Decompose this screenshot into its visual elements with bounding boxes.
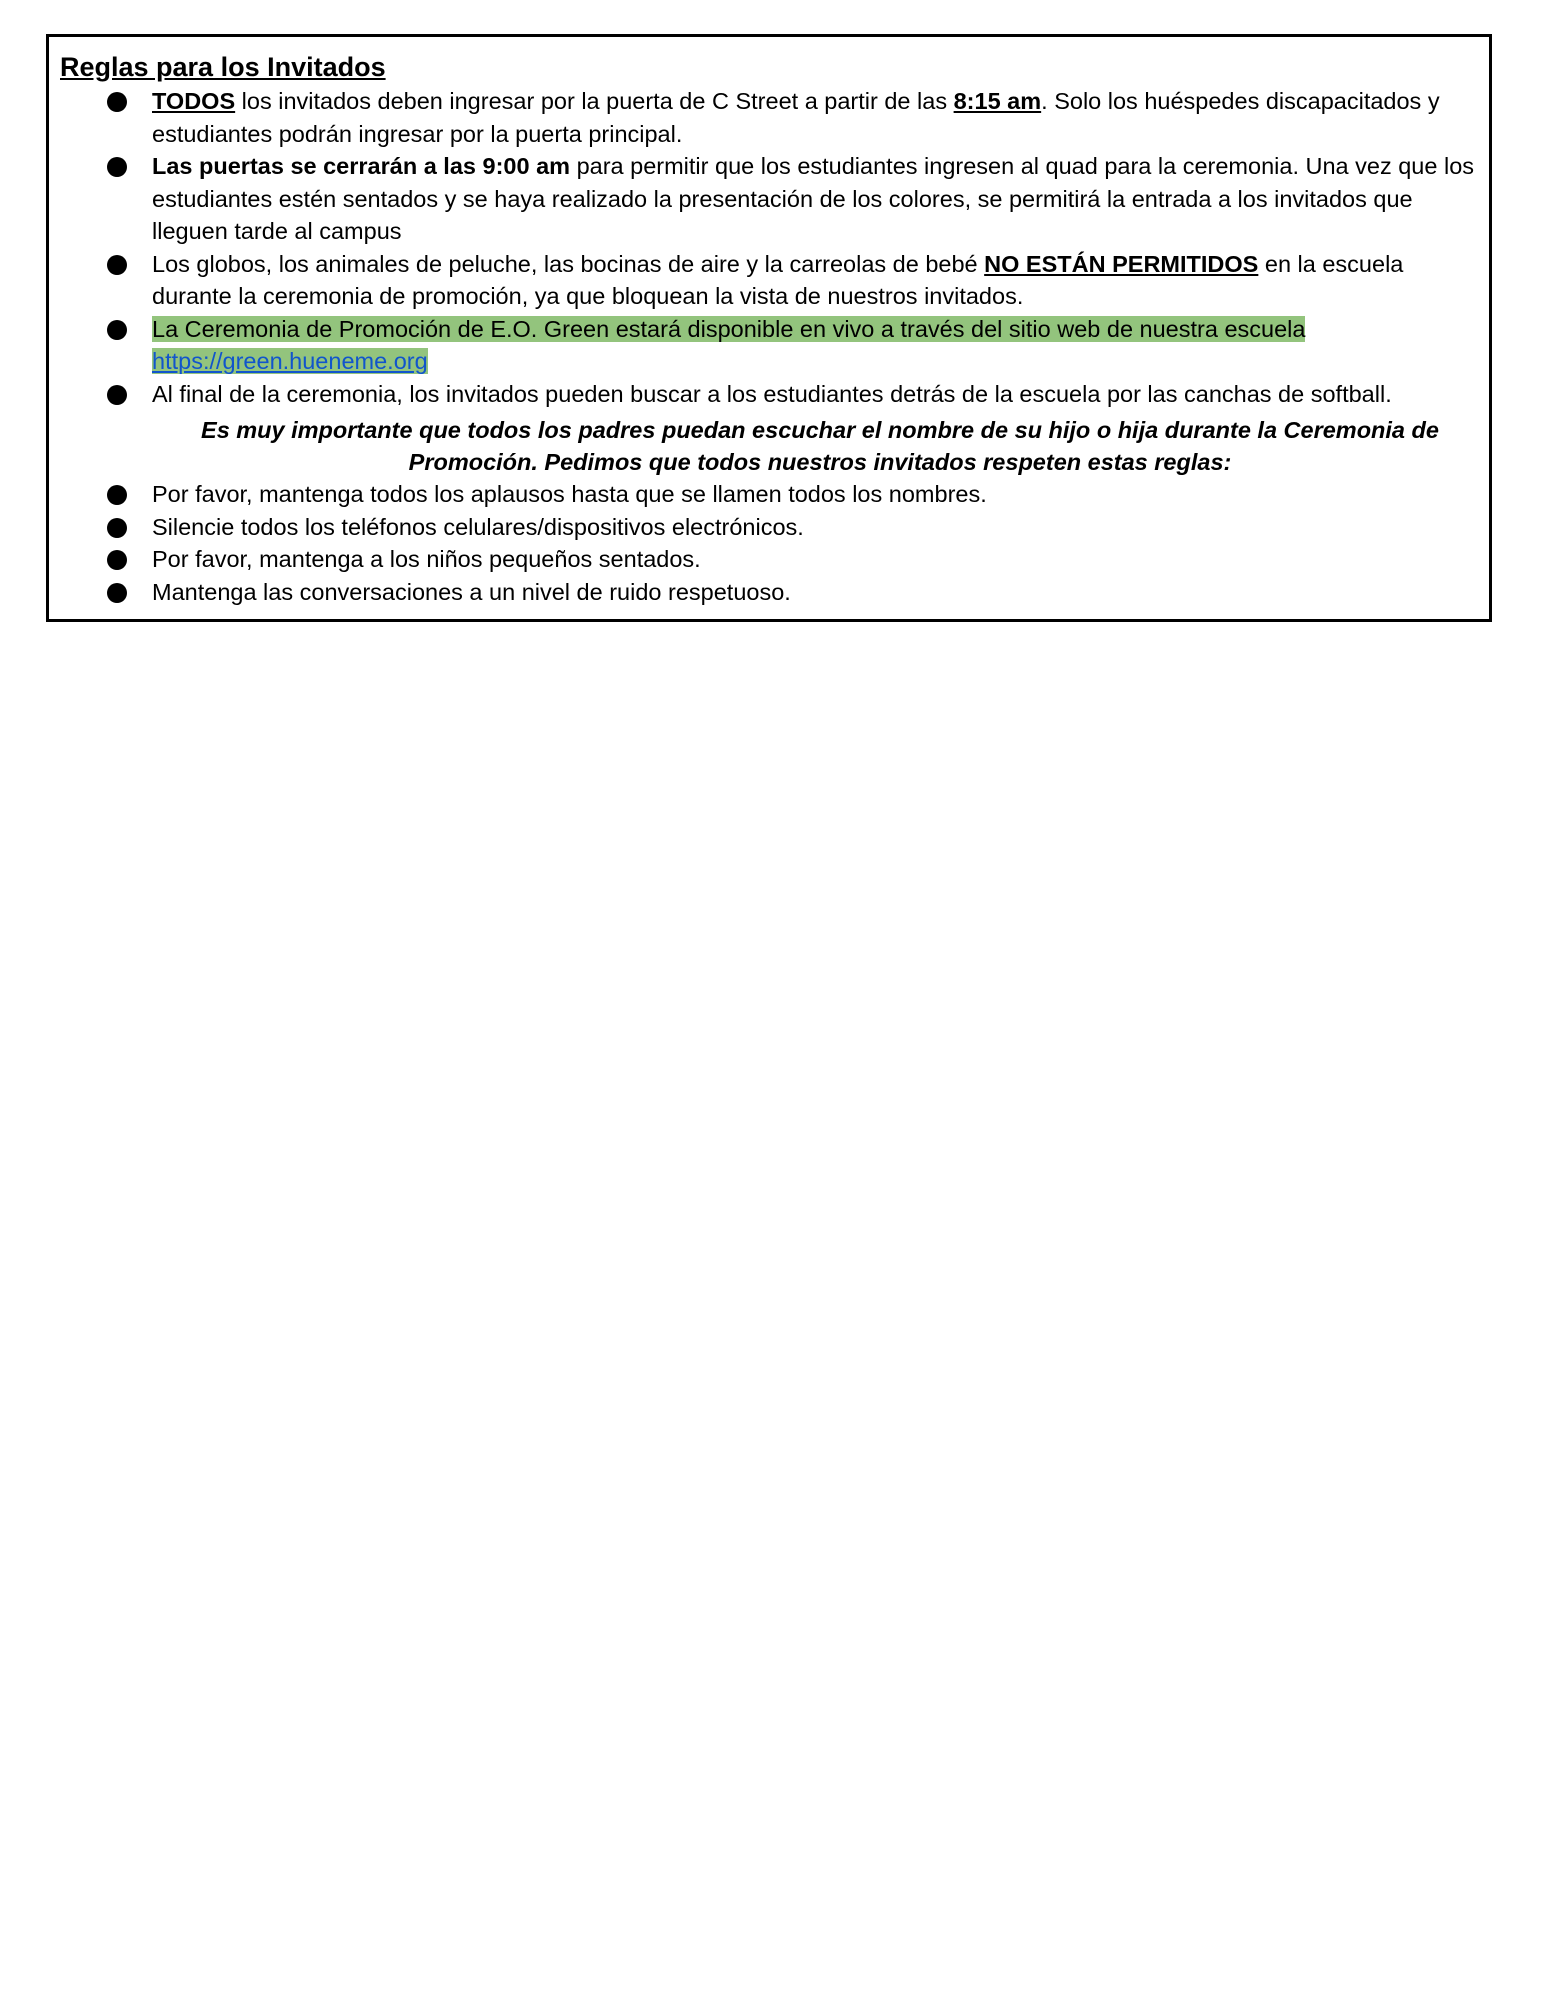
rule-lead: Las puertas se cerrarán a las 9:00 am (152, 153, 571, 179)
importance-notice: Es muy importante que todos los padres puedan escuchar el nombre de su hijo o hija durante la Ceremonia de Promoción. Pedimos que todos nuestros invitados respeten estas reglas: (201, 417, 1439, 475)
bullet-icon (107, 385, 127, 405)
rule-prohibited-items (60, 248, 1480, 313)
rules-list (60, 85, 1480, 410)
rule-text: Mantenga las conversaciones a un nivel de ruido respetuoso. (152, 578, 791, 605)
bullet-icon (107, 255, 127, 275)
rule-text: en la escuela durante la ceremonia de promoción, ya que bloquean la vista de nuestros invitados. (152, 250, 1404, 309)
rule-text: para permitir que los estudiantes ingresen al quad para la ceremonia. Una vez que los estudiantes estén sentados y se haya realizado la presentación de los colores, se permitirá la entrada a los invitados que lleguen tarde al campus (152, 153, 1475, 244)
bullet-icon (107, 485, 127, 505)
conduct-rules-list (60, 478, 1480, 608)
rule-live-stream (60, 313, 1480, 378)
bullet-icon (107, 550, 127, 570)
prohibited-emphasis: NO ESTÁN PERMITIDOS (984, 250, 1259, 277)
rule-entry-gate (60, 85, 1480, 150)
bullet-icon (107, 583, 127, 603)
bullet-icon (107, 320, 127, 340)
school-website-link[interactable]: https://green.hueneme.org (152, 348, 428, 374)
highlighted-text (152, 316, 1305, 375)
conduct-rule (60, 511, 1480, 544)
rule-text: Los globos, los animales de peluche, las bocinas de aire y la carreolas de bebé (152, 250, 985, 277)
rule-pickup (60, 378, 1480, 411)
rule-lead: TODOS (152, 88, 236, 114)
rule-text: Por favor, mantenga a los niños pequeños sentados. (152, 546, 701, 572)
conduct-rule (60, 478, 1480, 511)
rule-text: los invitados deben ingresar por la puerta de C Street a partir de las (235, 88, 954, 114)
bullet-icon (107, 157, 127, 177)
entry-time: 8:15 am (953, 88, 1042, 114)
bullet-icon (107, 92, 127, 112)
conduct-rule (60, 576, 1480, 609)
bullet-icon (107, 518, 127, 538)
rule-text: Al final de la ceremonia, los invitados pueden buscar a los estudiantes detrás de la escuela por las canchas de softball. (152, 380, 1392, 407)
rule-text: Silencie todos los teléfonos celulares/dispositivos electrónicos. (152, 513, 804, 540)
conduct-rule (60, 543, 1480, 576)
rule-text: La Ceremonia de Promoción de E.O. Green estará disponible en vivo a través del sitio web de nuestra escuela (152, 315, 1306, 342)
rules-title: Reglas para los Invitados (60, 52, 386, 82)
rule-gate-closing (60, 150, 1480, 248)
guest-rules-box (46, 34, 1492, 622)
rule-text: Por favor, mantenga todos los aplausos hasta que se llamen todos los nombres. (152, 481, 987, 507)
rule-text: . Solo los huéspedes discapacitados y estudiantes podrán ingresar por la puerta principal. (152, 88, 1440, 147)
